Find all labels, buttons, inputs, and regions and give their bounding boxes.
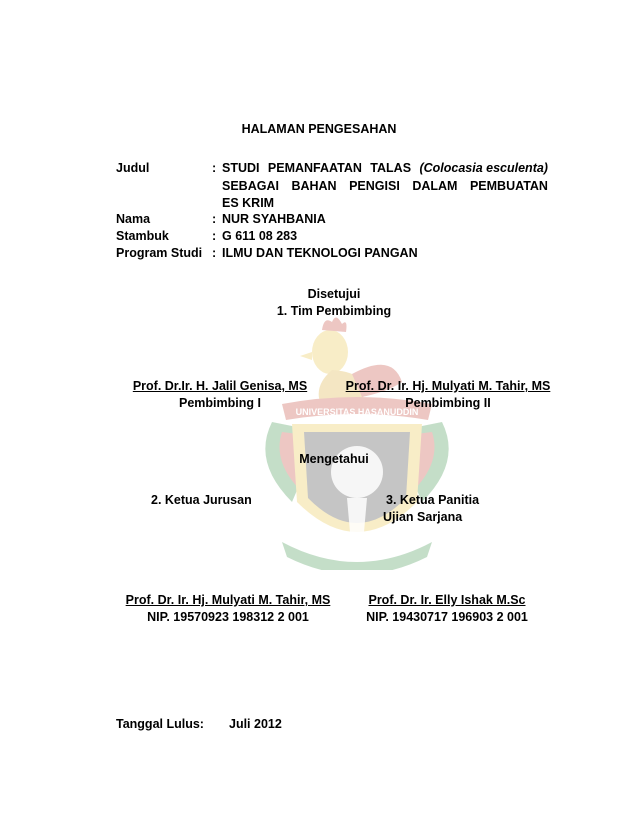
ketua-jurusan-role: 2. Ketua Jurusan [151, 493, 252, 507]
mengetahui-label: Mengetahui [299, 452, 369, 466]
university-seal-icon [252, 312, 462, 570]
ketua-panitia-nip: NIP. 19430717 196903 2 001 [366, 610, 528, 624]
judul-word: DALAM [412, 179, 458, 193]
judul-label: Judul [116, 161, 150, 175]
stambuk-colon: : [212, 229, 217, 243]
ketua-panitia-role: 3. Ketua Panitia [386, 493, 480, 507]
program-colon: : [212, 246, 217, 260]
judul-line-1 [222, 161, 548, 175]
pembimbing-2-name: Prof. Dr. Ir. Hj. Mulyati M. Tahir, MS [345, 379, 551, 393]
pembimbing-2-role: Pembimbing II [405, 396, 491, 410]
program-label: Program Studi [116, 246, 203, 260]
page-title: HALAMAN PENGESAHAN [241, 122, 397, 136]
ujian-sarjana-label: Ujian Sarjana [383, 510, 463, 524]
judul-word: SEBAGAI [222, 179, 279, 193]
judul-scientific-name: (Colocasia esculenta) [419, 161, 548, 175]
nama-label: Nama [116, 212, 151, 226]
pembimbing-1-role: Pembimbing I [179, 396, 261, 410]
judul-word: PEMANFAATAN [267, 161, 362, 175]
stambuk-value: G 611 08 283 [222, 229, 298, 243]
judul-word: PEMBUATAN [469, 179, 548, 193]
judul-word: BAHAN [291, 179, 337, 193]
judul-word: PENGISI [349, 179, 400, 193]
pembimbing-1-name: Prof. Dr.Ir. H. Jalil Genisa, MS [132, 379, 308, 393]
judul-word: STUDI [222, 161, 260, 175]
tim-pembimbing-label: 1. Tim Pembimbing [276, 304, 392, 318]
seal-banner-text: UNIVERSITAS HASANUDDIN [295, 407, 419, 417]
stambuk-label: Stambuk [116, 229, 169, 243]
ketua-panitia-name: Prof. Dr. Ir. Elly Ishak M.Sc [368, 593, 526, 607]
nama-colon: : [212, 212, 217, 226]
disetujui-label: Disetujui [307, 287, 361, 301]
program-value: ILMU DAN TEKNOLOGI PANGAN [222, 246, 418, 260]
judul-colon: : [212, 161, 217, 175]
nama-value: NUR SYAHBANIA [222, 212, 326, 226]
ketua-jurusan-nip: NIP. 19570923 198312 2 001 [147, 610, 309, 624]
judul-line-2 [222, 179, 548, 193]
judul-word: TALAS [370, 161, 412, 175]
tanggal-lulus-label: Tanggal Lulus: [116, 717, 204, 731]
judul-line-3: ES KRIM [222, 196, 275, 210]
tanggal-lulus-value: Juli 2012 [229, 717, 282, 731]
ketua-jurusan-name: Prof. Dr. Ir. Hj. Mulyati M. Tahir, MS [125, 593, 331, 607]
